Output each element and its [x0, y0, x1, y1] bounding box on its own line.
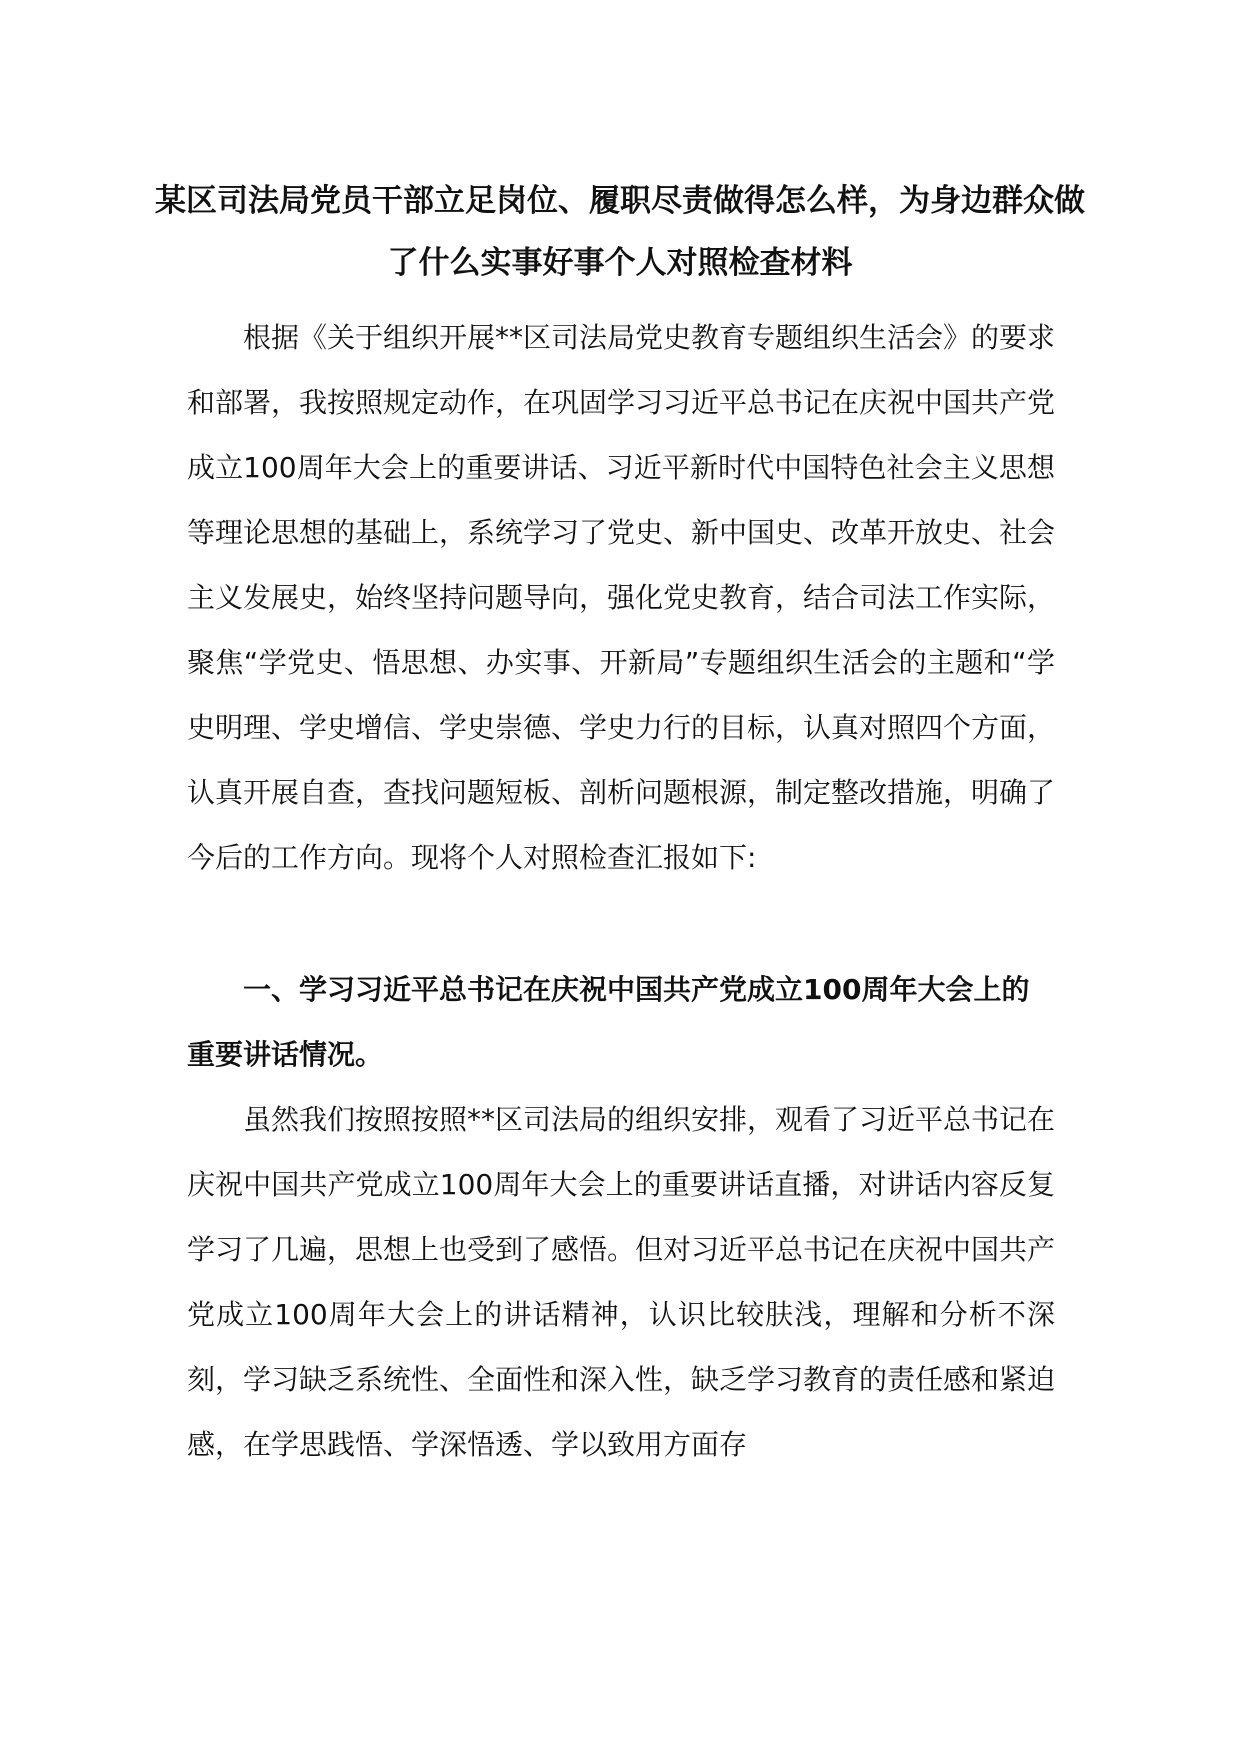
document-title: 某区司法局党员干部立足岗位、履职尽责做得怎么样，为身边群众做了什么实事好事个人对照检查材料 [155, 183, 1085, 281]
section-1-paragraph: 虽然我们按照按照**区司法局的组织安排，观看了习近平总书记在庆祝中国共产党成立100周年大会上的重要讲话直播，对讲话内容反复学习了几遍，思想上也受到了感悟。但对习近平总书记在庆祝中国共产党成立100周年大会上的讲话精神，认识比较肤浅，理解和分析不深刻，学习缺乏系统性、全面性和深入性，缺乏学习教育的责任感和紧迫感，在学思践悟、学深悟透、学以致用方面存 [187, 1103, 1056, 1461]
section-heading-1: 一、学习习近平总书记在庆祝中国共产党成立100周年大会上的重要讲话情况。 [187, 973, 1030, 1071]
intro-paragraph: 根据《关于组织开展**区司法局党史教育专题组织生活会》的要求和部署，我按照规定动作，在巩固学习习近平总书记在庆祝中国共产党成立100周年大会上的重要讲话、习近平新时代中国特色社会主义思想等理论思想的基础上，系统学习了党史、新中国史、改革开放史、社会主义发展史，始终坚持问题导向，强化党史教育，结合司法工作实际，聚焦“学党史、悟思想、办实事、开新局”专题组织生活会的主题和“学史明理、学史增信、学史崇德、学史力行的目标，认真对照四个方面，认真开展自查，查找问题短板、剖析问题根源，制定整改措施，明确了今后的工作方向。现将个人对照检查汇报如下: [187, 321, 1056, 874]
